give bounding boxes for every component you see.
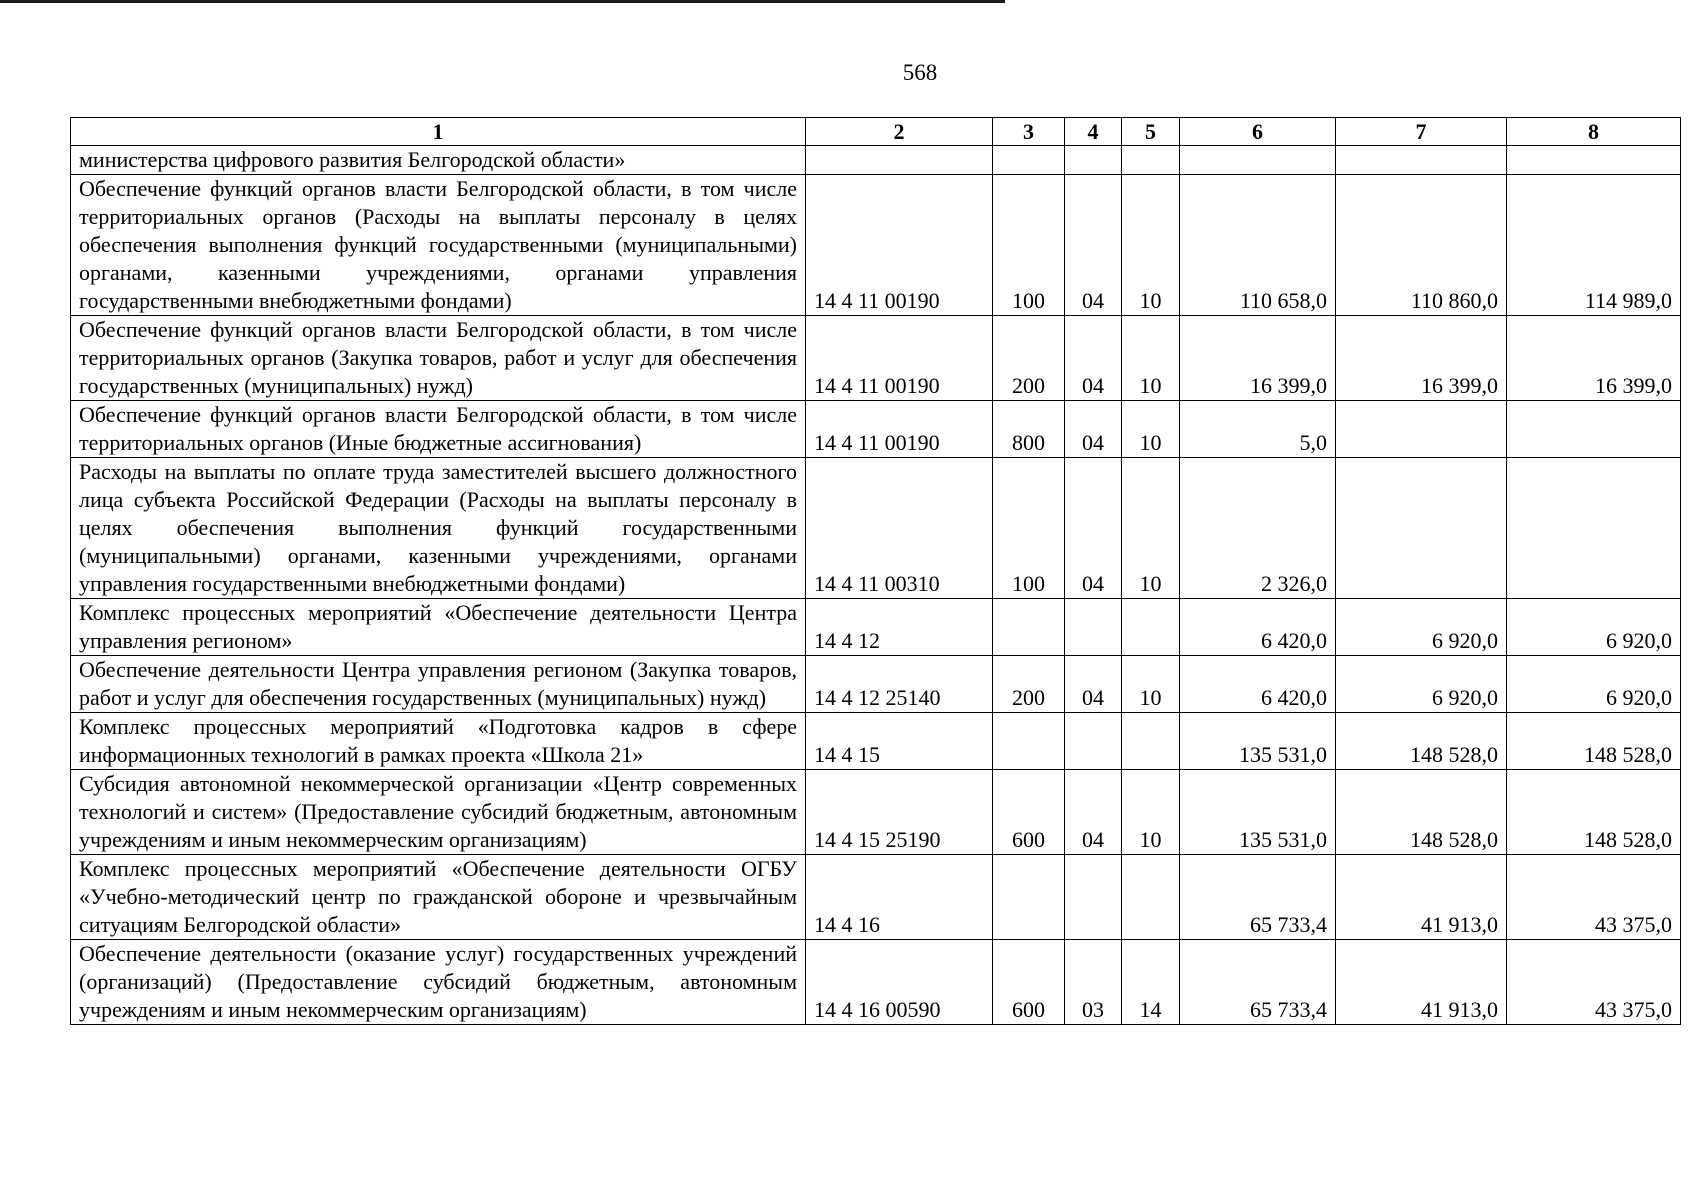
table-row: [71, 770, 1681, 855]
row-amount-col6: 6 420,0: [1180, 656, 1336, 713]
row-name: министерства цифрового развития Белгородской области»: [71, 146, 806, 175]
row-subsection: 10: [1122, 316, 1180, 401]
row-target-article: 14 4 11 00310: [806, 458, 993, 599]
row-target-article: [806, 146, 993, 175]
row-amount-col7: [1336, 146, 1507, 175]
row-expense-type: 200: [993, 656, 1065, 713]
row-section: 04: [1065, 656, 1122, 713]
row-amount-col6: [1180, 146, 1336, 175]
row-section: 04: [1065, 458, 1122, 599]
row-name: Расходы на выплаты по оплате труда заместителей высшего должностного лица субъекта Российской Федерации (Расходы на выплаты персоналу в целях обеспечения выполнения функций государственными (муниципальными) органами, казенными учреждениями, органами управления государственными внебюджетными фондами): [71, 458, 806, 599]
row-subsection: 10: [1122, 770, 1180, 855]
row-subsection: [1122, 713, 1180, 770]
row-expense-type: 600: [993, 940, 1065, 1025]
table-row: [71, 401, 1681, 458]
table-row: [71, 458, 1681, 599]
row-subsection: 10: [1122, 458, 1180, 599]
row-expense-type: [993, 146, 1065, 175]
row-amount-col6: 110 658,0: [1180, 175, 1336, 316]
row-subsection: 10: [1122, 175, 1180, 316]
row-expense-type: 100: [993, 458, 1065, 599]
row-name: Обеспечение деятельности (оказание услуг) государственных учреждений (организаций) (Предоставление субсидий бюджетным, автономным учреждениям и иным некоммерческим организациям): [71, 940, 806, 1025]
column-header-4: 4: [1065, 118, 1122, 146]
row-amount-col8: 6 920,0: [1507, 599, 1681, 656]
row-subsection: 10: [1122, 401, 1180, 458]
row-amount-col7: [1336, 458, 1507, 599]
row-amount-col7: 148 528,0: [1336, 770, 1507, 855]
row-expense-type: 200: [993, 316, 1065, 401]
row-amount-col6: 2 326,0: [1180, 458, 1336, 599]
row-subsection: 10: [1122, 656, 1180, 713]
row-subsection: [1122, 599, 1180, 656]
row-expense-type: 800: [993, 401, 1065, 458]
row-name: Обеспечение деятельности Центра управления регионом (Закупка товаров, работ и услуг для обеспечения государственных (муниципальных) нужд): [71, 656, 806, 713]
row-target-article: 14 4 15 25190: [806, 770, 993, 855]
row-target-article: 14 4 16: [806, 855, 993, 940]
row-section: 03: [1065, 940, 1122, 1025]
row-amount-col6: 65 733,4: [1180, 855, 1336, 940]
row-section: [1065, 146, 1122, 175]
table-row: [71, 656, 1681, 713]
row-amount-col7: 110 860,0: [1336, 175, 1507, 316]
row-expense-type: [993, 599, 1065, 656]
table-row: [71, 175, 1681, 316]
row-section: [1065, 713, 1122, 770]
row-target-article: 14 4 12 25140: [806, 656, 993, 713]
row-section: [1065, 855, 1122, 940]
row-amount-col6: 16 399,0: [1180, 316, 1336, 401]
table-row: [71, 599, 1681, 656]
row-amount-col6: 135 531,0: [1180, 770, 1336, 855]
row-target-article: 14 4 12: [806, 599, 993, 656]
row-amount-col8: 43 375,0: [1507, 855, 1681, 940]
row-expense-type: 600: [993, 770, 1065, 855]
row-subsection: [1122, 146, 1180, 175]
row-target-article: 14 4 11 00190: [806, 175, 993, 316]
row-amount-col7: 16 399,0: [1336, 316, 1507, 401]
column-header-1: 1: [71, 118, 806, 146]
row-expense-type: [993, 713, 1065, 770]
row-name: Обеспечение функций органов власти Белгородской области, в том числе территориальных органов (Иные бюджетные ассигнования): [71, 401, 806, 458]
table-row: [71, 316, 1681, 401]
table-row: [71, 855, 1681, 940]
row-amount-col8: 16 399,0: [1507, 316, 1681, 401]
column-header-7: 7: [1336, 118, 1507, 146]
row-amount-col8: [1507, 146, 1681, 175]
row-amount-col6: 6 420,0: [1180, 599, 1336, 656]
row-amount-col7: [1336, 401, 1507, 458]
table-row: [71, 713, 1681, 770]
table-row: [71, 146, 1681, 175]
column-header-2: 2: [806, 118, 993, 146]
row-amount-col6: 5,0: [1180, 401, 1336, 458]
row-target-article: 14 4 15: [806, 713, 993, 770]
row-amount-col8: 114 989,0: [1507, 175, 1681, 316]
budget-table: [70, 117, 1681, 1025]
header-row: [71, 118, 1681, 146]
row-amount-col7: 41 913,0: [1336, 855, 1507, 940]
row-expense-type: [993, 855, 1065, 940]
column-header-6: 6: [1180, 118, 1336, 146]
row-name: Обеспечение функций органов власти Белгородской области, в том числе территориальных органов (Расходы на выплаты персоналу в целях обеспечения выполнения функций государственными (муниципальными) органами, казенными учреждениями, органами управления государственными внебюджетными фондами): [71, 175, 806, 316]
row-amount-col7: 148 528,0: [1336, 713, 1507, 770]
top-rule: [0, 0, 1005, 3]
row-amount-col8: 6 920,0: [1507, 656, 1681, 713]
row-name: Комплекс процессных мероприятий «Обеспечение деятельности Центра управления регионом»: [71, 599, 806, 656]
page-number: 568: [902, 60, 938, 85]
row-name: Комплекс процессных мероприятий «Обеспечение деятельности ОГБУ «Учебно-методический центр по гражданской обороне и чрезвычайным ситуациям Белгородской области»: [71, 855, 806, 940]
row-section: 04: [1065, 175, 1122, 316]
row-section: 04: [1065, 316, 1122, 401]
row-amount-col6: 65 733,4: [1180, 940, 1336, 1025]
row-name: Субсидия автономной некоммерческой организации «Центр современных технологий и систем» (Предоставление субсидий бюджетным, автономным учреждениям и иным некоммерческим организациям): [71, 770, 806, 855]
row-amount-col8: 43 375,0: [1507, 940, 1681, 1025]
row-subsection: 14: [1122, 940, 1180, 1025]
row-amount-col8: [1507, 401, 1681, 458]
row-name: Обеспечение функций органов власти Белгородской области, в том числе территориальных органов (Закупка товаров, работ и услуг для обеспечения государственных (муниципальных) нужд): [71, 316, 806, 401]
table-row: [71, 940, 1681, 1025]
column-header-8: 8: [1507, 118, 1681, 146]
row-amount-col7: 6 920,0: [1336, 656, 1507, 713]
row-section: [1065, 599, 1122, 656]
row-section: 04: [1065, 770, 1122, 855]
row-expense-type: 100: [993, 175, 1065, 316]
row-amount-col8: 148 528,0: [1507, 713, 1681, 770]
row-target-article: 14 4 16 00590: [806, 940, 993, 1025]
row-subsection: [1122, 855, 1180, 940]
row-amount-col7: 41 913,0: [1336, 940, 1507, 1025]
row-amount-col8: 148 528,0: [1507, 770, 1681, 855]
row-section: 04: [1065, 401, 1122, 458]
row-amount-col7: 6 920,0: [1336, 599, 1507, 656]
row-amount-col8: [1507, 458, 1681, 599]
row-target-article: 14 4 11 00190: [806, 316, 993, 401]
row-amount-col6: 135 531,0: [1180, 713, 1336, 770]
column-header-3: 3: [993, 118, 1065, 146]
column-header-5: 5: [1122, 118, 1180, 146]
row-target-article: 14 4 11 00190: [806, 401, 993, 458]
row-name: Комплекс процессных мероприятий «Подготовка кадров в сфере информационных технологий в рамках проекта «Школа 21»: [71, 713, 806, 770]
